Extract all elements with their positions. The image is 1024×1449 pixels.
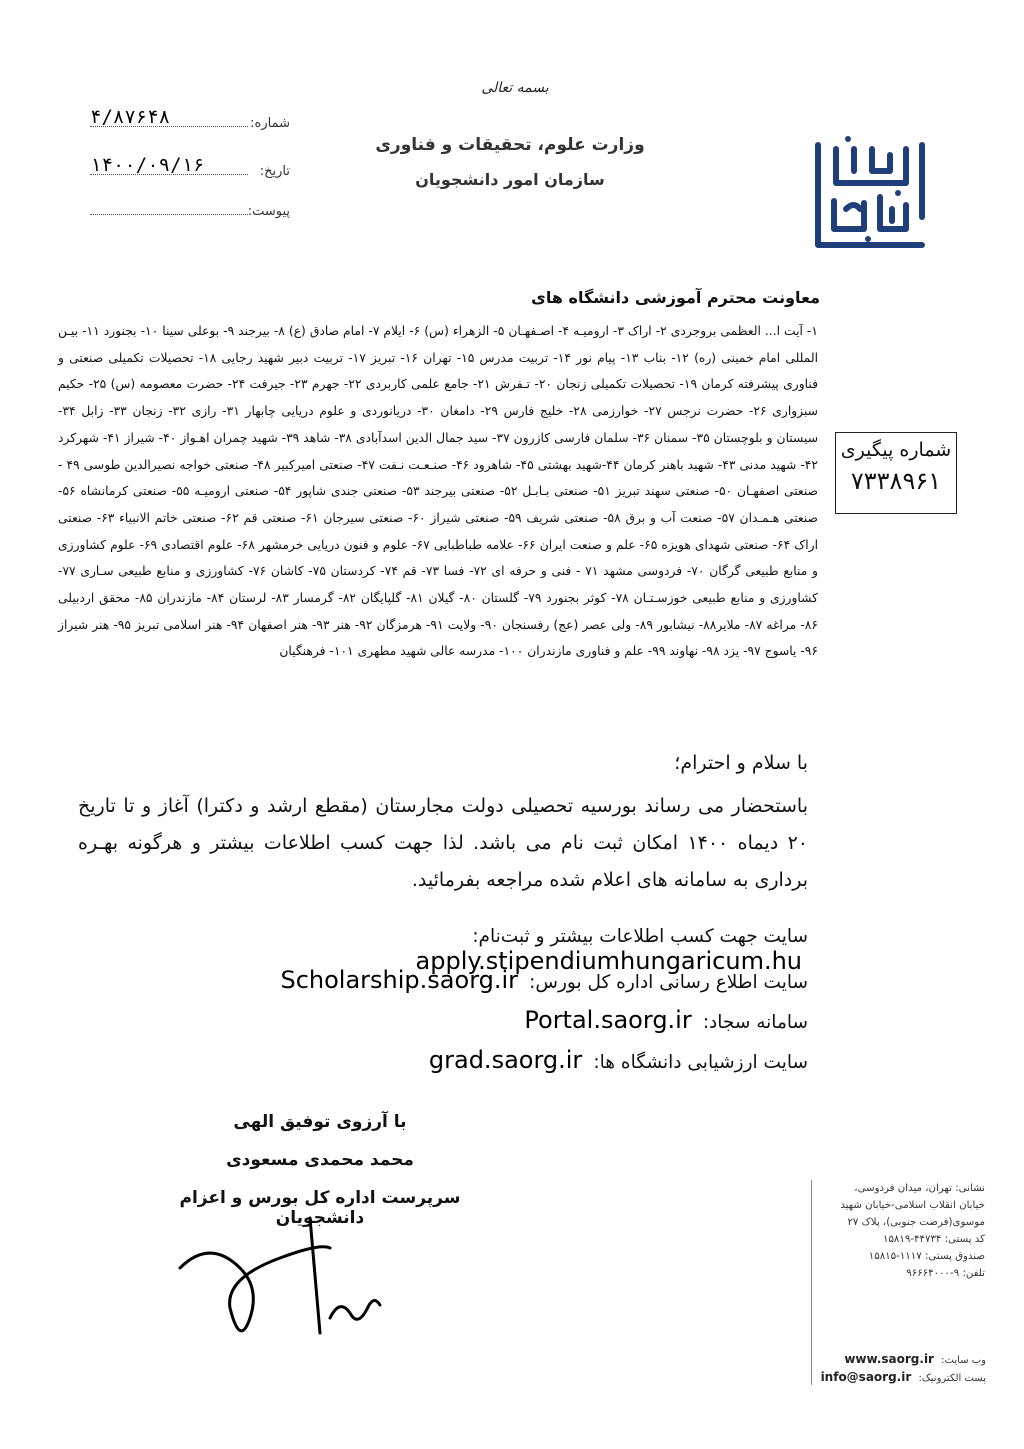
bismillah: بسمه تعالی (481, 80, 549, 96)
link-label: سامانه سجاد: (702, 1012, 808, 1033)
email-link[interactable]: info@saorg.ir (820, 1370, 912, 1384)
organization-logo-icon (806, 125, 934, 265)
portal-site-link[interactable]: Portal.saorg.ir (524, 1006, 692, 1034)
letter-number-label: شماره: (250, 116, 290, 131)
letter-date-field (90, 154, 290, 184)
letter-number-field (90, 106, 290, 136)
letter-date-value: ۱۴۰۰/۰۹/۱۶ (90, 154, 205, 176)
link-row-grad (90, 1046, 808, 1080)
tracking-number-label: شماره پیگیری (840, 439, 952, 461)
recipient-heading: معاونت محترم آموزشی دانشگاه های (531, 288, 820, 307)
signer-name: محمد محمدی مسعودی (226, 1150, 414, 1170)
tracking-number-box (835, 432, 957, 514)
attachment-label: پیوست: (247, 204, 290, 219)
footer-address (820, 1180, 985, 1282)
greeting: با سلام و احترام؛ (674, 752, 808, 774)
email-label: پست الکترونیک: (918, 1373, 986, 1384)
organization-name: سازمان امور دانشجویان (415, 170, 605, 189)
ministry-name: وزارت علوم، تحقیقات و فناوری (375, 135, 645, 155)
application-site-link[interactable]: apply.stipendiumhungaricum.hu (415, 947, 802, 975)
address-line: صندوق پستی: ۱۱۱۷-۱۵۸۱۵ (868, 1251, 985, 1262)
university-list: ۱- آیت ا... العظمی بروجردی ۲- اراک ۳- ارومیـه ۴- اصـفهـان ۵- الزهراء (س) ۶- ایلام ۷- امام صادق (ع) ۸- بیرجند ۹- بوعلی سینا ۱۰- بجنورد ۱۱- بیـن المللی امام خمینی (ره) ۱۲- بناب ۱۳- پیام نور ۱۴- تربیت مدرس ۱۵- تهران ۱۶- تبریز ۱۷- تربیت دبیر شهید رجایی ۱۸- تحصیلات تکمیلی صنعتی و فناوری پیشرفته کرمان ۱۹- تحصیلات تکمیلی زنجان ۲۰- تـفرش ۲۱- جامع علمی کاربردی ۲۲- جهرم ۲۳- جیرفت ۲۴- حضرت معصومه (س) ۲۵- حکیم سبزواری ۲۶- حضرت نرجس ۲۷- خوارزمی ۲۸- خلیج فارس ۲۹- دامغان ۳۰- دریانوردی و علوم دریایی چابهار ۳۱- رازی ۳۲- زنجان ۳۳- زابل ۳۴- سیستان و بلوچستان ۳۵- سمنان ۳۶- سلمان فارسی کازرون ۳۷- سید جمال الدین اسدآبادی ۳۸- شاهد ۳۹- شهید چمران اهـواز ۴۰- شیراز ۴۱- شهرکرد ۴۲- شهید مدنی ۴۳- شهید باهنر کرمان ۴۴-شهید بهشتی ۴۵- شاهرود ۴۶- صنـعـت نـفت ۴۷- صنعتی امیرکبیر ۴۸- صنعتی خواجه نصیرالدین طوسی ۴۹ - صنعتی اصفهـان ۵۰- صنعتی سهند تبریز ۵۱- صنعتی بـابـل ۵۲- صنعتی بیرجند ۵۳- صنعتی جندی شاپور ۵۴- صنعتی ارومیـه ۵۵- صنعتی کرمانشاه ۵۶- صنعتی هـمـدان ۵۷- صنعت آب و برق ۵۸- صنعتی شریف ۵۹- صنعتی شیراز ۶۰- صنعتی سیرجان ۶۱- صنعتی قم ۶۲- صنعتی خاتم الانبیاء ۶۳- صنعتی اراک ۶۴- صنعتی شهدای هویزه ۶۵- علم و صنعت ایران ۶۶- علامه طباطبایی ۶۷- علوم و فنون دریایی خرمشهر ۶۸- علوم اقتصادی ۶۹- علوم کشاورزی و منابع طبیعی گرگان ۷۰- فردوسی مشهد ۷۱ - فنی و حرفه ای ۷۲- فسا ۷۳- قم ۷۴- کردستان ۷۵- کاشان ۷۶- کشاورزی و منابع طبیعی سـاری ۷۷- کشاورزی و منابع طبیعی خوزسـتـان ۷۸- کوثر بجنورد ۷۹- گلستان ۸۰- گیلان ۸۱- گلپایگان ۸۲- گرمسار ۸۳- لرستان ۸۴- مازندران ۸۵- محقق اردبیلی ۸۶- مراغه ۸۷- ملایر۸۸- نیشابور ۸۹- ولی عصر (عج) رفسنجان ۹۰- ولایت ۹۱- هرمزگان ۹۲- هنر ۹۳- هنر اصفهان ۹۴- هنر اسلامی تبریز ۹۵- هنر شیراز ۹۶- یاسوج ۹۷- یزد ۹۸- نهاوند ۹۹- علم و فناوری مازندران ۱۰۰- مدرسه عالی شهید مطهری ۱۰۱- فرهنگیان (58, 324, 819, 659)
link-row-application (90, 926, 808, 975)
scholarship-site-link[interactable]: Scholarship.saorg.ir (280, 966, 519, 994)
link-row-portal (90, 1006, 808, 1040)
footer-email (818, 1370, 986, 1388)
body-paragraph: باستحضار می رساند بورسیه تحصیلی دولت مجارستان (مقطع ارشد و دکترا) آغاز و تا تاریخ ۲۰ دیماه ۱۴۰۰ امکان ثبت نام می باشد. لذا جهت کسب اطلاعات بیشتر و هرگونه بهـره برداری به سامانه های اعلام شده مراجعه بفرمائید. (78, 795, 808, 891)
grad-site-link[interactable]: grad.saorg.ir (428, 1046, 583, 1074)
link-label: سایت اطلاع رسانی اداره کل بورس: (529, 972, 808, 993)
closing-wish: با آرزوی توفیق الهی (233, 1112, 407, 1132)
footer-divider (811, 1180, 812, 1385)
address-line: تلفن: ۹-۹۶۶۶۴۰۰۰ (906, 1268, 985, 1279)
address-line: نشانی: تهران، میدان فردوسی، (854, 1183, 985, 1194)
dotted-line (90, 214, 248, 215)
letter-number-value: ۴/۸۷۶۴۸ (90, 106, 171, 128)
tracking-number-value: ۷۳۳۸۹۶۱ (850, 467, 942, 495)
address-line: موسوی(فرصت جنوبی)، پلاک ۲۷ (847, 1217, 985, 1228)
link-label: سایت ارزشیابی دانشگاه ها: (593, 1052, 808, 1073)
address-line: کد پستی: ۴۴۷۳۴-۱۵۸۱۹ (882, 1234, 985, 1245)
letter-date-label: تاریخ: (259, 164, 290, 179)
footer-website (818, 1352, 986, 1370)
website-link[interactable]: www.saorg.ir (844, 1352, 934, 1366)
signer-title: سرپرست اداره کل بورس و اعزام دانشجویان (179, 1188, 461, 1228)
attachment-field (90, 200, 290, 224)
address-line: خیابان انقلاب اسلامی-خیابان شهید (840, 1200, 985, 1211)
signature-icon (170, 1208, 400, 1358)
website-label: وب سایت: (941, 1355, 986, 1366)
link-label: سایت جهت کسب اطلاعات بیشتر و ثبت‌نام: (472, 926, 808, 947)
link-row-scholarship (90, 966, 808, 1000)
